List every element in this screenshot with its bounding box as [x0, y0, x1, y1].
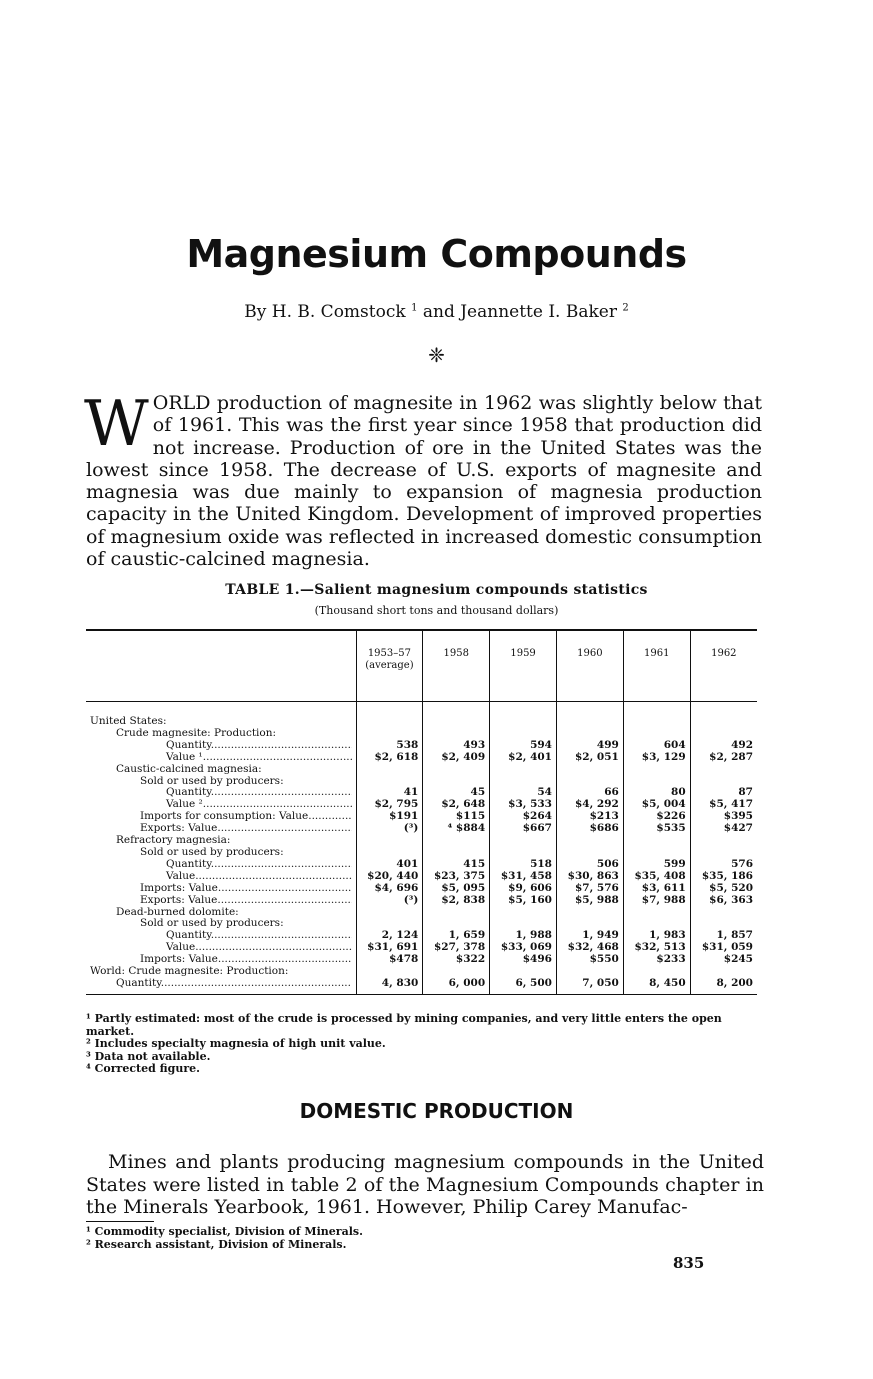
table-cell: 1, 983 — [623, 930, 690, 942]
header-1959: 1959 — [490, 630, 557, 702]
header-1953-57-years: 1953–57 — [367, 648, 411, 659]
table-row — [86, 930, 757, 942]
table-cell: $686 — [556, 823, 623, 835]
ornament-icon: ❈ — [428, 343, 445, 367]
table-note: ¹ Partly estimated: most of the crude is processed by mining companies, and very little enters the open market. — [86, 1012, 722, 1038]
table-caption: TABLE 1.—Salient magnesium compounds statistics — [225, 582, 648, 598]
row-label — [86, 811, 356, 823]
table-cell — [423, 728, 490, 740]
table-cell: 8, 200 — [690, 978, 757, 994]
table-cell: $31, 059 — [690, 942, 757, 954]
table-cell: $226 — [623, 811, 690, 823]
table-cell: (³) — [356, 823, 423, 835]
page-title: Magnesium Compounds — [186, 232, 687, 276]
table-cell: 4, 830 — [356, 978, 423, 994]
table-units: (Thousand short tons and thousand dollars) — [314, 604, 559, 617]
table-cell: $5, 160 — [490, 895, 557, 907]
table-row — [86, 883, 757, 895]
row-label-text: Imports for consumption: Value ..... — [90, 811, 352, 823]
table-cell: 415 — [423, 859, 490, 871]
table-cell: $35, 186 — [690, 871, 757, 883]
table-cell: 80 — [623, 787, 690, 799]
table-cell — [623, 835, 690, 847]
table-cell: $2, 051 — [556, 752, 623, 764]
row-label-text: Value ² ..... — [90, 799, 352, 811]
table-cell: $213 — [556, 811, 623, 823]
row-label — [86, 883, 356, 895]
table-row — [86, 823, 757, 835]
table-cell — [556, 764, 623, 776]
table-row — [86, 811, 757, 823]
table-row — [86, 954, 757, 966]
footnote-divider — [86, 1221, 154, 1222]
table-cell — [423, 835, 490, 847]
table-cell: 599 — [623, 859, 690, 871]
table-cell: $478 — [356, 954, 423, 966]
table-cell — [690, 918, 757, 930]
table-cell: $2, 618 — [356, 752, 423, 764]
table-cell: 6, 500 — [490, 978, 557, 994]
row-label-text: Exports: Value ..... — [90, 895, 352, 907]
table-cell — [356, 702, 423, 728]
table-cell: $427 — [690, 823, 757, 835]
table-cell — [356, 835, 423, 847]
table-cell: $2, 287 — [690, 752, 757, 764]
table-cell — [690, 702, 757, 728]
table-cell: 6, 000 — [423, 978, 490, 994]
section-heading: DOMESTIC PRODUCTION — [299, 1099, 574, 1123]
table-cell: ⁴ $884 — [423, 823, 490, 835]
row-label-text: World: Crude magnesite: Production: — [90, 966, 289, 978]
table-cell: $322 — [423, 954, 490, 966]
table-cell: $233 — [623, 954, 690, 966]
table-cell: $535 — [623, 823, 690, 835]
table-cell: $5, 417 — [690, 799, 757, 811]
table-cell: 87 — [690, 787, 757, 799]
header-1962: 1962 — [690, 630, 757, 702]
table-cell: 1, 949 — [556, 930, 623, 942]
table-cell — [490, 776, 557, 788]
table-notes — [86, 1013, 764, 1076]
table-cell — [556, 966, 623, 978]
header-1961: 1961 — [623, 630, 690, 702]
table-cell — [623, 966, 690, 978]
table-cell: 7, 050 — [556, 978, 623, 994]
table-cell — [490, 728, 557, 740]
row-label-text: Value ..... — [90, 871, 352, 883]
row-label — [86, 787, 356, 799]
table-cell — [490, 907, 557, 919]
table-cell — [623, 907, 690, 919]
table-row — [86, 966, 757, 978]
row-label — [86, 907, 356, 919]
footnote-ref-1: 1 — [411, 302, 418, 314]
footnote-ref-2: 2 — [622, 302, 629, 314]
table-cell — [623, 918, 690, 930]
table-cell — [356, 907, 423, 919]
page-number: 835 — [673, 1254, 705, 1272]
table-cell: 1, 659 — [423, 930, 490, 942]
table-cell: $4, 696 — [356, 883, 423, 895]
table-cell — [356, 776, 423, 788]
table-row — [86, 859, 757, 871]
row-label-text: Crude magnesite: Production: — [116, 727, 277, 739]
row-label — [86, 918, 356, 930]
footnote: ² Research assistant, Division of Minerals. — [86, 1237, 347, 1251]
intro-text: ORLD production of magnesite in 1962 was slightly below that of 1961. This was the first year since 1958 that production did not increase. Production of ore in the United States was the lowest since 1958. The decrease of U.S. exports of magnesite and magnesia was due mainly to expansion of magnesia production capacity in the United Kingdom. Development of improved properties of magnesium oxide was reflected in increased domestic consumption of caustic-calcined magnesia. — [86, 392, 762, 571]
table-cell: $245 — [690, 954, 757, 966]
table-cell — [356, 966, 423, 978]
table-cell — [623, 776, 690, 788]
row-label — [86, 966, 356, 978]
table-note: ³ Data not available. — [86, 1049, 211, 1063]
row-label — [86, 954, 356, 966]
page-footnotes — [86, 1226, 764, 1251]
table-cell — [690, 764, 757, 776]
table-cell: $31, 691 — [356, 942, 423, 954]
table-cell: $2, 409 — [423, 752, 490, 764]
row-label — [86, 895, 356, 907]
table-cell: 492 — [690, 740, 757, 752]
row-label — [86, 871, 356, 883]
table-cell: $32, 468 — [556, 942, 623, 954]
table-cell — [490, 835, 557, 847]
row-label-text: Value ¹ ..... — [90, 752, 352, 764]
table-cell: 45 — [423, 787, 490, 799]
table-cell: $264 — [490, 811, 557, 823]
table-row — [86, 895, 757, 907]
table-cell — [423, 776, 490, 788]
table-cell: 41 — [356, 787, 423, 799]
author-1: By H. B. Comstock — [244, 302, 406, 322]
table-cell: $5, 988 — [556, 895, 623, 907]
table-cell — [556, 847, 623, 859]
table-cell: $35, 408 — [623, 871, 690, 883]
row-label-text: Dead-burned dolomite: — [116, 906, 239, 918]
table-cell: $191 — [356, 811, 423, 823]
table-cell: 594 — [490, 740, 557, 752]
table-cell — [490, 966, 557, 978]
table-cell: $31, 458 — [490, 871, 557, 883]
table-cell: 499 — [556, 740, 623, 752]
byline — [0, 302, 873, 322]
table-cell: $33, 069 — [490, 942, 557, 954]
table-cell — [356, 764, 423, 776]
table-cell — [490, 847, 557, 859]
table-row — [86, 835, 757, 847]
table-cell: $3, 533 — [490, 799, 557, 811]
table-cell: 576 — [690, 859, 757, 871]
table-cell — [556, 907, 623, 919]
table-cell — [423, 907, 490, 919]
table-cell: $496 — [490, 954, 557, 966]
table-cell — [623, 728, 690, 740]
table-cell — [423, 847, 490, 859]
table-cell — [623, 702, 690, 728]
table-cell: 493 — [423, 740, 490, 752]
table-cell: $2, 795 — [356, 799, 423, 811]
row-label — [86, 702, 356, 728]
table-cell — [556, 776, 623, 788]
table-row — [86, 740, 757, 752]
table-cell: $7, 988 — [623, 895, 690, 907]
table-cell: 1, 857 — [690, 930, 757, 942]
row-label-text: Quantity ..... — [90, 978, 352, 990]
table-row — [86, 764, 757, 776]
table-row — [86, 702, 757, 728]
table-cell — [690, 776, 757, 788]
table-cell — [690, 835, 757, 847]
body-paragraph: Mines and plants producing magnesium compounds in the United States were listed in table 2 of the Magnesium Compounds chapter in the Minerals Yearbook, 1961. However, Philip Carey Manufac- — [86, 1151, 764, 1218]
table-cell — [490, 918, 557, 930]
table-cell: $2, 401 — [490, 752, 557, 764]
row-label-text: Quantity ..... — [90, 859, 352, 871]
table-cell — [623, 764, 690, 776]
row-label — [86, 764, 356, 776]
table-cell — [690, 966, 757, 978]
table-cell: 604 — [623, 740, 690, 752]
row-label-text: Value ..... — [90, 942, 352, 954]
table-cell: $30, 863 — [556, 871, 623, 883]
table-header-row — [86, 630, 757, 702]
table-cell: $6, 363 — [690, 895, 757, 907]
header-label-column — [86, 630, 356, 702]
table-cell: $32, 513 — [623, 942, 690, 954]
row-label-text: Quantity ..... — [90, 930, 352, 942]
table-cell: $4, 292 — [556, 799, 623, 811]
table-cell: $2, 838 — [423, 895, 490, 907]
table-cell — [423, 702, 490, 728]
table-row — [86, 752, 757, 764]
table-row — [86, 728, 757, 740]
table-cell — [490, 702, 557, 728]
row-label — [86, 835, 356, 847]
table-cell: $5, 004 — [623, 799, 690, 811]
table-cell: 2, 124 — [356, 930, 423, 942]
row-label — [86, 978, 356, 994]
table-cell: $23, 375 — [423, 871, 490, 883]
row-label — [86, 728, 356, 740]
table-row — [86, 776, 757, 788]
footnote: ¹ Commodity specialist, Division of Minerals. — [86, 1225, 363, 1238]
table-cell: $667 — [490, 823, 557, 835]
author-2: and Jeannette I. Baker — [422, 302, 617, 322]
intro-paragraph — [84, 387, 762, 571]
row-label — [86, 942, 356, 954]
table-cell: $5, 520 — [690, 883, 757, 895]
table-cell — [423, 764, 490, 776]
table-cell — [356, 847, 423, 859]
table-cell — [490, 764, 557, 776]
table-row — [86, 787, 757, 799]
table-cell — [556, 728, 623, 740]
row-label-text: United States: — [90, 716, 167, 727]
row-label — [86, 847, 356, 859]
table-cell: 401 — [356, 859, 423, 871]
table-cell: $3, 611 — [623, 883, 690, 895]
table-row — [86, 907, 757, 919]
row-label-text: Sold or used by producers: — [140, 846, 284, 858]
table-cell: $5, 095 — [423, 883, 490, 895]
table-cell — [556, 835, 623, 847]
table-cell: 1, 988 — [490, 930, 557, 942]
table-cell — [690, 847, 757, 859]
row-label — [86, 740, 356, 752]
table-cell: $20, 440 — [356, 871, 423, 883]
table-cell: $27, 378 — [423, 942, 490, 954]
table-cell — [556, 918, 623, 930]
row-label — [86, 776, 356, 788]
table-cell: (³) — [356, 895, 423, 907]
row-label-text: Refractory magnesia: — [116, 835, 231, 847]
statistics-table — [86, 629, 757, 995]
table-row — [86, 871, 757, 883]
row-label-text: Exports: Value ..... — [90, 823, 352, 835]
row-label-text: Quantity ..... — [90, 740, 352, 752]
row-label-text: Imports: Value ..... — [90, 954, 352, 966]
header-1960: 1960 — [556, 630, 623, 702]
row-label — [86, 859, 356, 871]
table-row — [86, 847, 757, 859]
table-cell: 8, 450 — [623, 978, 690, 994]
table-cell: $115 — [423, 811, 490, 823]
row-label-text: Sold or used by producers: — [140, 775, 284, 787]
row-label — [86, 752, 356, 764]
header-1958: 1958 — [423, 630, 490, 702]
table-cell — [690, 728, 757, 740]
header-average: (average) — [365, 660, 414, 671]
table-cell — [690, 907, 757, 919]
row-label-text: Imports: Value ..... — [90, 883, 352, 895]
table-cell: 54 — [490, 787, 557, 799]
drop-cap: W — [84, 387, 149, 460]
table-cell: $395 — [690, 811, 757, 823]
table-cell — [556, 702, 623, 728]
table-cell: $550 — [556, 954, 623, 966]
row-label-text: Caustic-calcined magnesia: — [116, 763, 262, 775]
table-body — [86, 702, 757, 995]
table-row — [86, 799, 757, 811]
row-label — [86, 823, 356, 835]
table-row — [86, 942, 757, 954]
table-row — [86, 978, 757, 994]
row-label — [86, 930, 356, 942]
table-cell — [356, 918, 423, 930]
row-label-text: Quantity ..... — [90, 787, 352, 799]
table-cell — [356, 728, 423, 740]
table-cell: 538 — [356, 740, 423, 752]
table-cell — [423, 918, 490, 930]
row-label-text: Sold or used by producers: — [140, 918, 284, 930]
table-cell: $9, 606 — [490, 883, 557, 895]
table-cell: $3, 129 — [623, 752, 690, 764]
table-cell — [423, 966, 490, 978]
table-note: ⁴ Corrected figure. — [86, 1062, 200, 1075]
table-row — [86, 918, 757, 930]
table-note: ² Includes specialty magnesia of high unit value. — [86, 1037, 386, 1050]
table-cell: 506 — [556, 859, 623, 871]
row-label — [86, 799, 356, 811]
table-cell: 66 — [556, 787, 623, 799]
table-cell — [623, 847, 690, 859]
table-cell: $2, 648 — [423, 799, 490, 811]
header-1953-57 — [356, 630, 423, 702]
table-cell: 518 — [490, 859, 557, 871]
table-cell: $7, 576 — [556, 883, 623, 895]
